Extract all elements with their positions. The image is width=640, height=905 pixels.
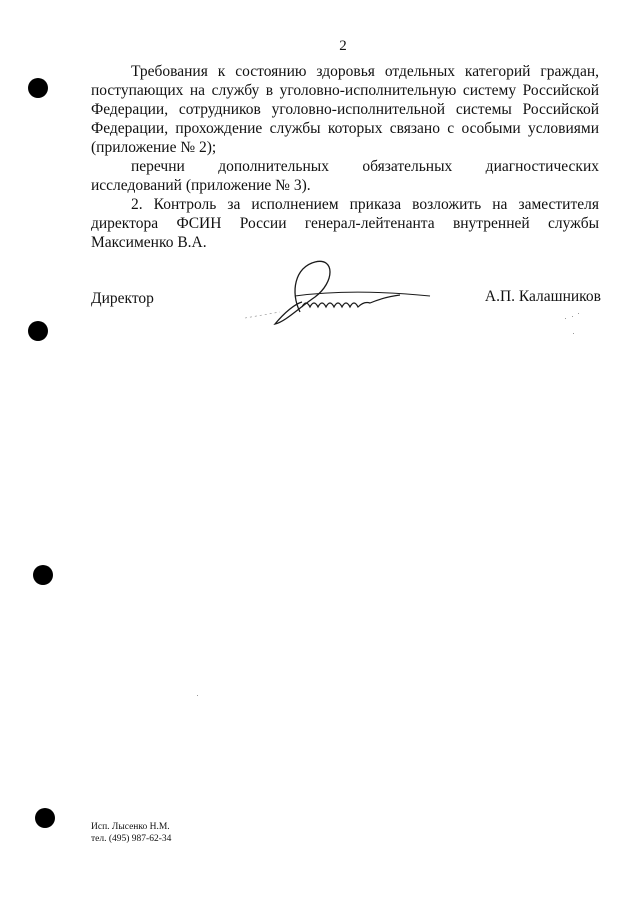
page-number: 2 xyxy=(339,38,347,54)
paragraph-requirements: Требования к состоянию здоровья отдельных категорий граждан, поступающих на службу в уголовно-исполнительную систему Российской Федерации, сотрудников уголовно-исполнительной системы Российской Федерации, прохождение службы которых связано с особыми условиями (приложение № 2); xyxy=(91,63,599,156)
paragraph-diagnostics: перечни дополнительных обязательных диагностических исследований (приложение № 3). xyxy=(91,158,599,194)
scan-speck xyxy=(573,333,574,334)
punch-hole xyxy=(33,565,53,585)
scan-speck xyxy=(197,695,198,696)
punch-hole xyxy=(28,321,48,341)
punch-hole xyxy=(35,808,55,828)
paragraph-control: 2. Контроль за исполнением приказа возложить на заместителя директора ФСИН России генерал-лейтенанта внутренней службы Максименко В.А. xyxy=(91,196,599,251)
scan-speck xyxy=(572,316,573,317)
executor-footer xyxy=(91,821,171,845)
signatory-name: А.П. Калашников xyxy=(484,288,601,305)
executor-phone: тел. (495) 987-62-34 xyxy=(91,834,172,844)
signatory-title: Директор xyxy=(91,290,154,307)
punch-hole xyxy=(28,78,48,98)
executor-name: Исп. Лысенко Н.М. xyxy=(91,822,170,832)
scan-speck xyxy=(578,313,579,314)
document-body xyxy=(91,62,599,252)
handwritten-signature xyxy=(240,252,440,332)
scan-speck xyxy=(565,318,566,319)
